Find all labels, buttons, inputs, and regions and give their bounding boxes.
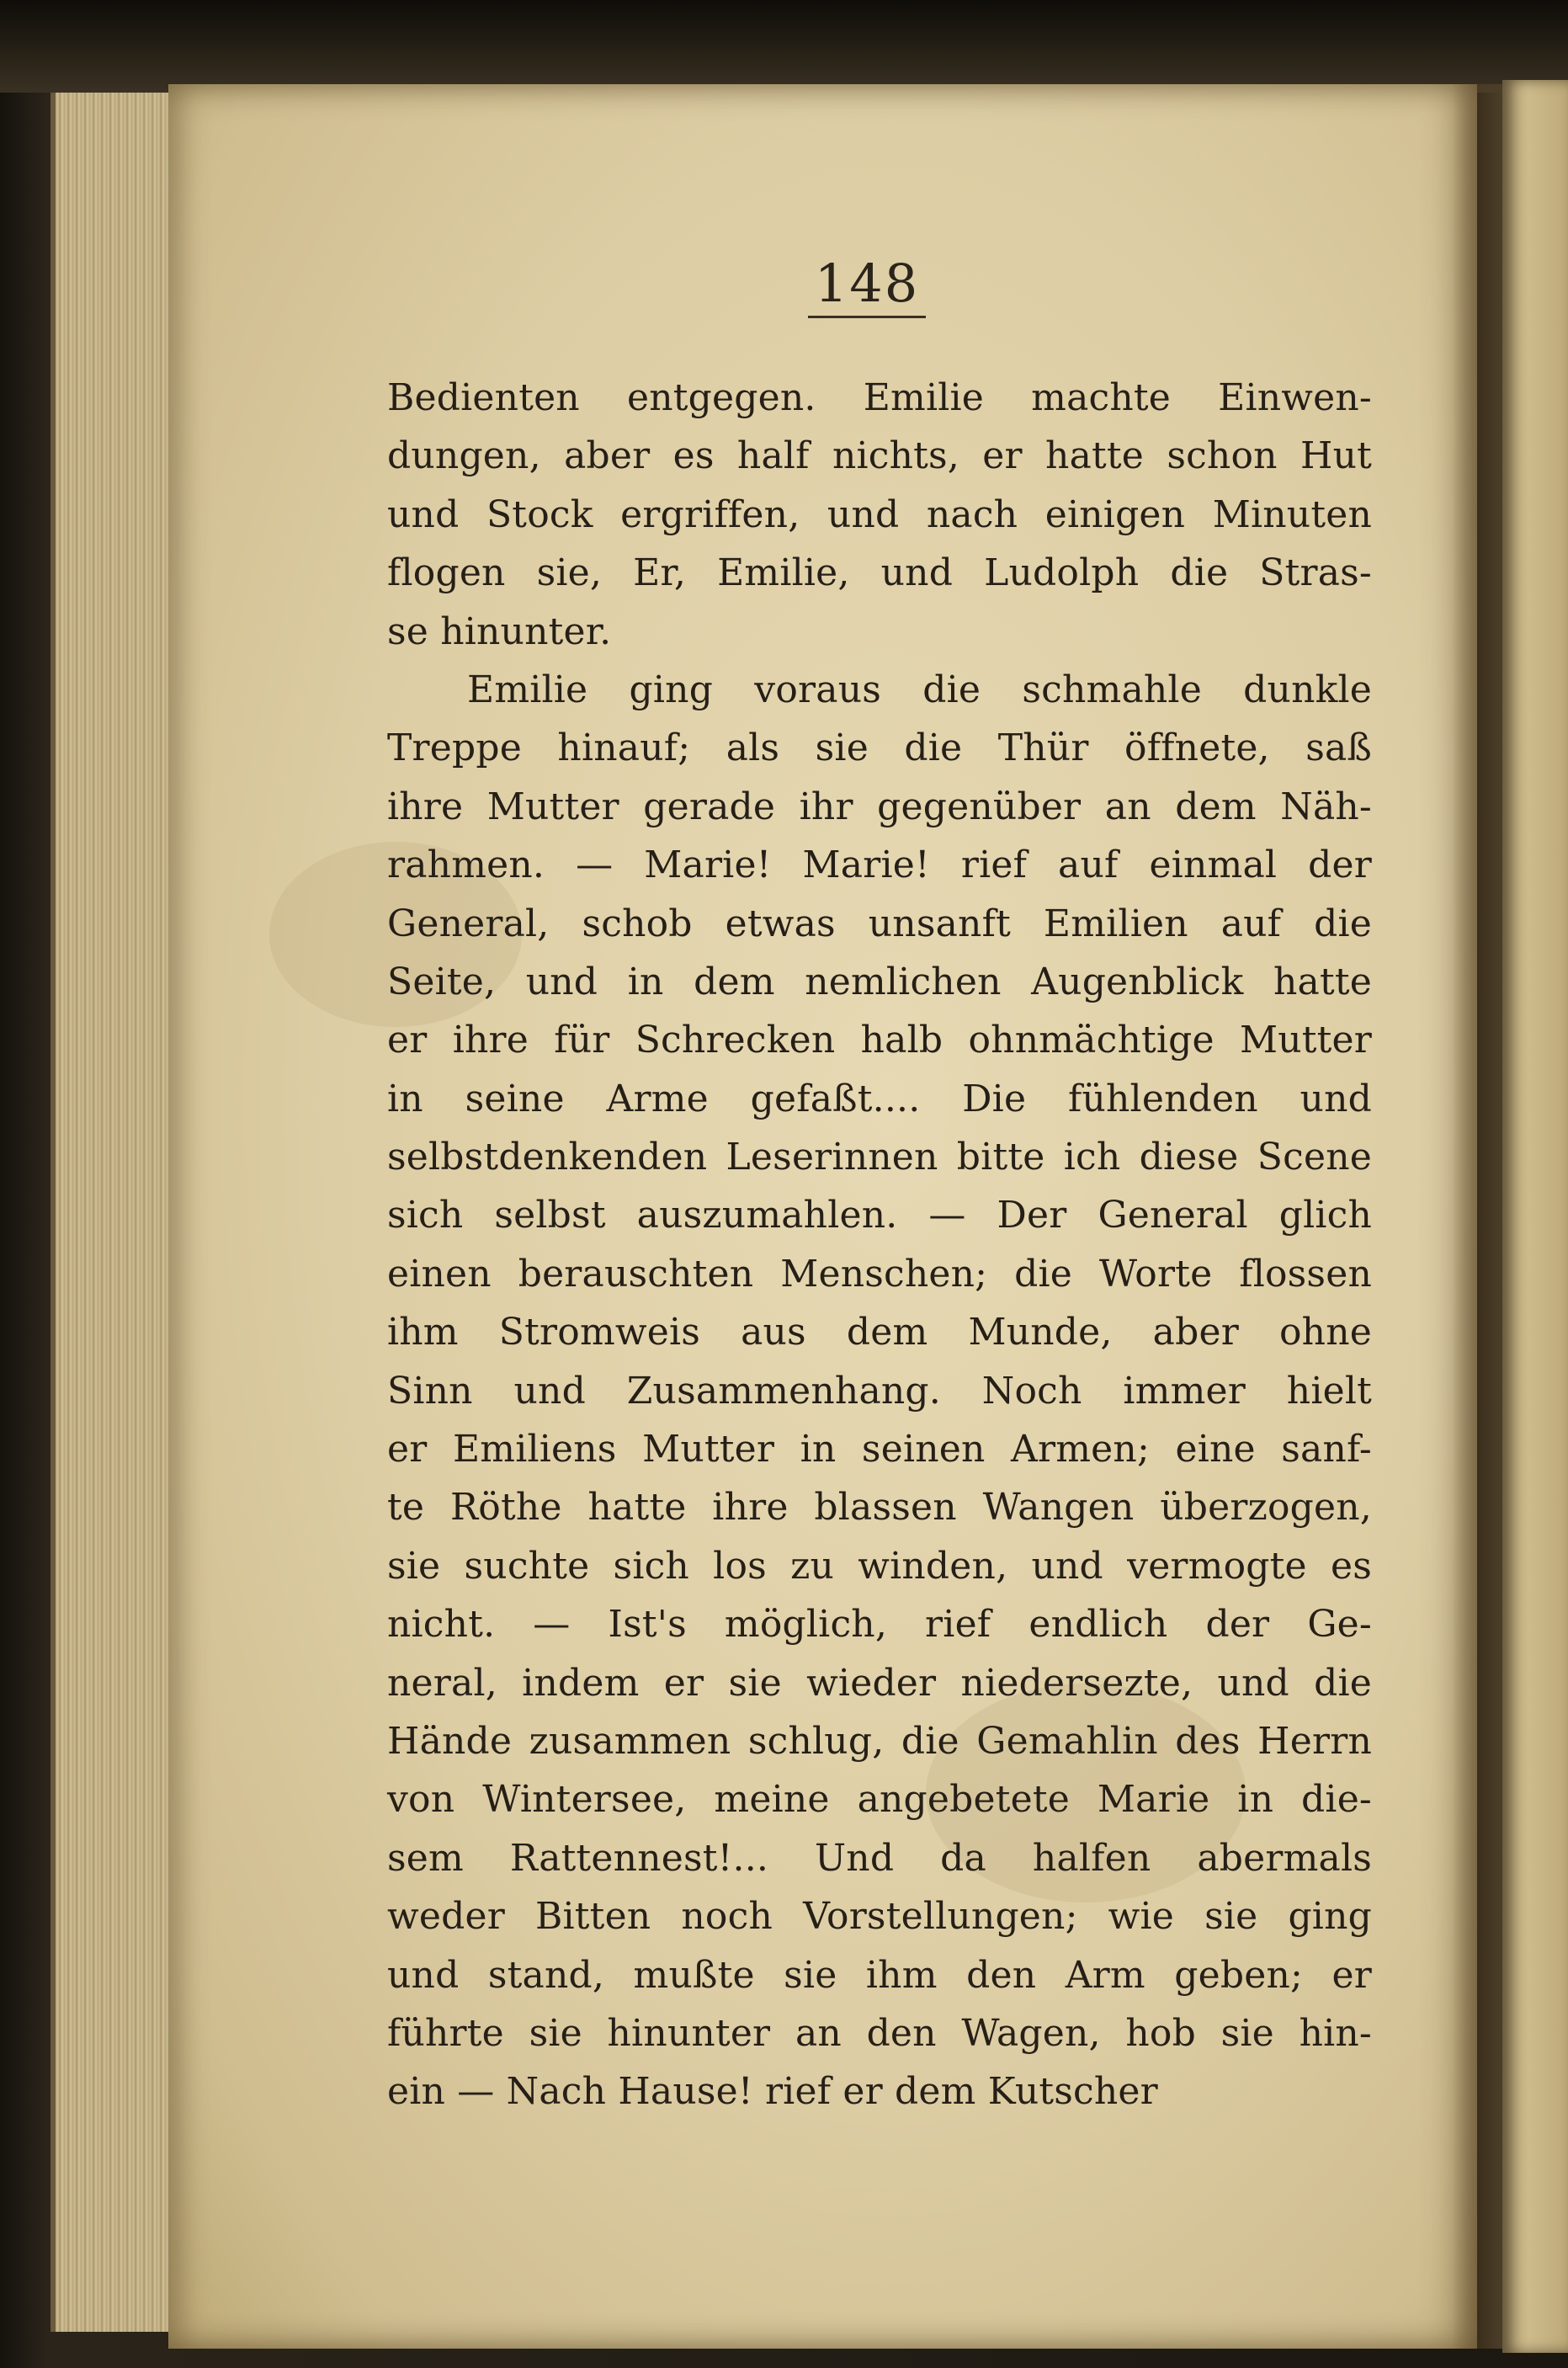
text-line: er Emiliens Mutter in seinen Armen; eine sanf- [387, 1428, 1372, 1471]
text-line: sich selbst auszumahlen. — Der General glich [387, 1194, 1372, 1237]
text-line: sie suchte sich los zu winden, und vermogte es [387, 1544, 1372, 1588]
page-number: 148 [814, 253, 920, 314]
page-number-rule [808, 316, 926, 318]
text-line: neral, indem er sie wieder niedersezte, und die [387, 1661, 1372, 1705]
text-line: rahmen. — Marie! Marie! rief auf einmal der [387, 843, 1372, 887]
text-line: und stand, mußte sie ihm den Arm geben; er [387, 1953, 1372, 1997]
body-text [387, 369, 1372, 2121]
book-gutter [1452, 84, 1502, 2349]
text-line: nicht. — Ist's möglich, rief endlich der Ge- [387, 1603, 1372, 1647]
cover-top-edge [0, 0, 1568, 93]
next-page-edge [1502, 80, 1568, 2353]
text-line: ihre Mutter gerade ihr gegenüber an dem Näh- [387, 785, 1372, 828]
text-line: dungen, aber es half nichts, er hatte schon Hut [387, 434, 1372, 478]
text-line: einen berauschten Menschen; die Worte flossen [387, 1252, 1372, 1296]
text-line: selbstdenkenden Leserinnen bitte ich diese Scene [387, 1136, 1372, 1179]
text-line: Bedienten entgegen. Emilie machte Einwen- [387, 376, 1372, 419]
text-line: Seite, und in dem nemlichen Augenblick hatte [387, 960, 1372, 1003]
text-line: Emilie ging voraus die schmahle dunkle [467, 668, 1372, 711]
text-line: sem Rattennest!... Und da halfen abermals [387, 1836, 1372, 1880]
text-line: führte sie hinunter an den Wagen, hob sie hin- [387, 2011, 1372, 2055]
text-line: und Stock ergriffen, und nach einigen Minuten [387, 492, 1372, 536]
text-line: von Wintersee, meine angebetete Marie in die- [387, 1778, 1372, 1822]
text-line: in seine Arme gefaßt.... Die fühlenden und [387, 1077, 1372, 1120]
text-line: weder Bitten noch Vorstellungen; wie sie ging [387, 1895, 1372, 1939]
text-line: se hinunter. [387, 609, 612, 653]
text-line: te Röthe hatte ihre blassen Wangen überzogen, [387, 1486, 1372, 1530]
text-line: ein — Nach Hause! rief er dem Kutscher [387, 2070, 1158, 2114]
text-line: er ihre für Schrecken halb ohnmächtige Mutter [387, 1019, 1372, 1062]
page-edges [50, 93, 182, 2332]
text-line: Treppe hinauf; als sie die Thür öffnete, saß [387, 726, 1372, 770]
text-line: flogen sie, Er, Emilie, und Ludolph die Stras- [387, 551, 1372, 595]
text-line: ihm Stromweis aus dem Munde, aber ohne [387, 1311, 1372, 1354]
text-line: Sinn und Zusammenhang. Noch immer hielt [387, 1369, 1372, 1413]
text-line: Hände zusammen schlug, die Gemahlin des Herrn [387, 1719, 1372, 1763]
text-line: General, schob etwas unsanft Emilien auf die [387, 902, 1372, 945]
